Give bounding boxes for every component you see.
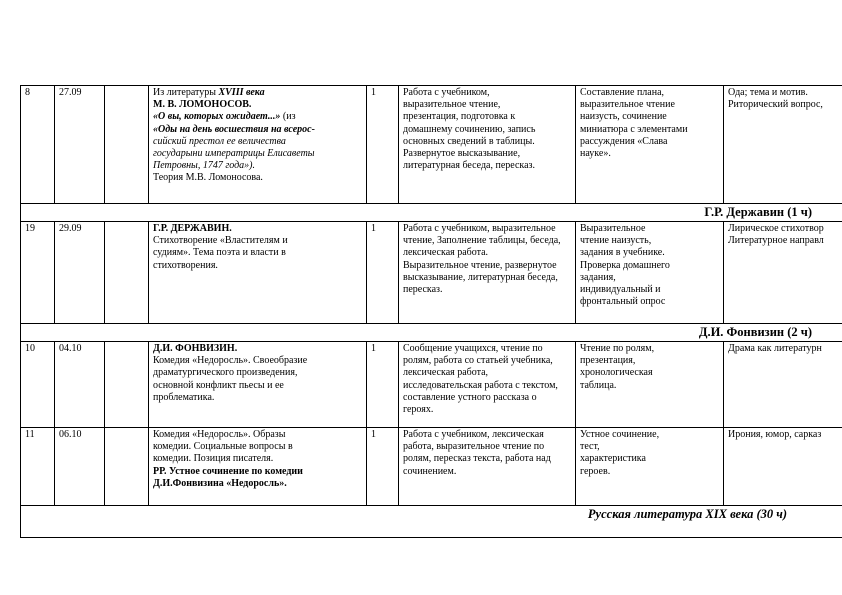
lesson-topic: Комедия «Недоросль». Образы комедии. Социальные вопросы в комедии. Позиция писателя. РР. Устное сочинение по комедии Д.И.Фонвизина «Недоросль». [149, 428, 367, 506]
lesson-activities: Работа с учебником, лексическая работа, выразительное чтение по ролям, пересказ текста, работа над сочинением. [399, 428, 576, 506]
lesson-number: 19 [21, 222, 55, 324]
lesson-activities: Сообщение учащихся, чтение по ролям, работа со статьей учебника, лексическая работа, исследовательская работа с текстом, составление устного рассказа о героях. [399, 342, 576, 428]
table-row [21, 222, 842, 324]
empty-cell [105, 428, 149, 506]
empty-cell [105, 86, 149, 204]
lesson-date: 29.09 [55, 222, 105, 324]
lesson-number: 10 [21, 342, 55, 428]
section-heading-derzhavin: Г.Р. Державин (1 ч) [21, 204, 842, 222]
section-heading-row [21, 324, 842, 342]
section-heading-row [21, 204, 842, 222]
lesson-theory: Ода; тема и мотив. Риторический вопрос, [724, 86, 842, 204]
section-heading-xix: Русская литература XIX века (30 ч) [21, 506, 842, 538]
lesson-control: Чтение по ролям, презентация, хронологическая таблица. [576, 342, 724, 428]
empty-cell [105, 222, 149, 324]
lesson-theory: Драма как литературн [724, 342, 842, 428]
lesson-control: Выразительное чтение наизусть, задания в учебнике. Проверка домашнего задания, индивидуальный и фронтальный опрос [576, 222, 724, 324]
lesson-number: 8 [21, 86, 55, 204]
lesson-hours: 1 [367, 428, 399, 506]
lesson-theory: Ирония, юмор, сарказ [724, 428, 842, 506]
lesson-topic: Из литературы XVIII века М. В. ЛОМОНОСОВ. «О вы, которых ожидает...» (из «Оды на день восшествия на всерос- сийский престол ее величества государыни императрицы Елисаветы Петровны, 1747 года»). Теория М.В. Ломоносова. [149, 86, 367, 204]
lesson-topic: Г.Р. ДЕРЖАВИН. Стихотворение «Властителям и судиям». Тема поэта и власти в стихотворения. [149, 222, 367, 324]
lesson-topic: Д.И. ФОНВИЗИН. Комедия «Недоросль». Своеобразие драматургического произведения, основной конфликт пьесы и ее проблематика. [149, 342, 367, 428]
table-row [21, 86, 842, 204]
section-heading-fonvizin: Д.И. Фонвизин (2 ч) [21, 324, 842, 342]
lesson-hours: 1 [367, 342, 399, 428]
lesson-control: Устное сочинение, тест, характеристика героев. [576, 428, 724, 506]
lesson-control: Составление плана, выразительное чтение наизусть, сочинение миниатюра с элементами рассуждения «Слава науке». [576, 86, 724, 204]
lesson-hours: 1 [367, 86, 399, 204]
lesson-number: 11 [21, 428, 55, 506]
lesson-activities: Работа с учебником, выразительное чтение, Заполнение таблицы, беседа, лексическая работа. Выразительное чтение, развернутое высказывание, литературная беседа, пересказ. [399, 222, 576, 324]
lesson-theory: Лирическое стихотвор Литературное направл [724, 222, 842, 324]
table-row [21, 342, 842, 428]
lesson-plan-table [20, 85, 842, 538]
lesson-date: 27.09 [55, 86, 105, 204]
lesson-date: 06.10 [55, 428, 105, 506]
lesson-activities: Работа с учебником, выразительное чтение, презентация, подготовка к домашнему сочинению, запись основных сведений в таблицы. Развернутое высказывание, литературная беседа, пересказ. [399, 86, 576, 204]
empty-cell [105, 342, 149, 428]
table-row [21, 428, 842, 506]
lesson-hours: 1 [367, 222, 399, 324]
section-heading-row [21, 506, 842, 538]
lesson-date: 04.10 [55, 342, 105, 428]
